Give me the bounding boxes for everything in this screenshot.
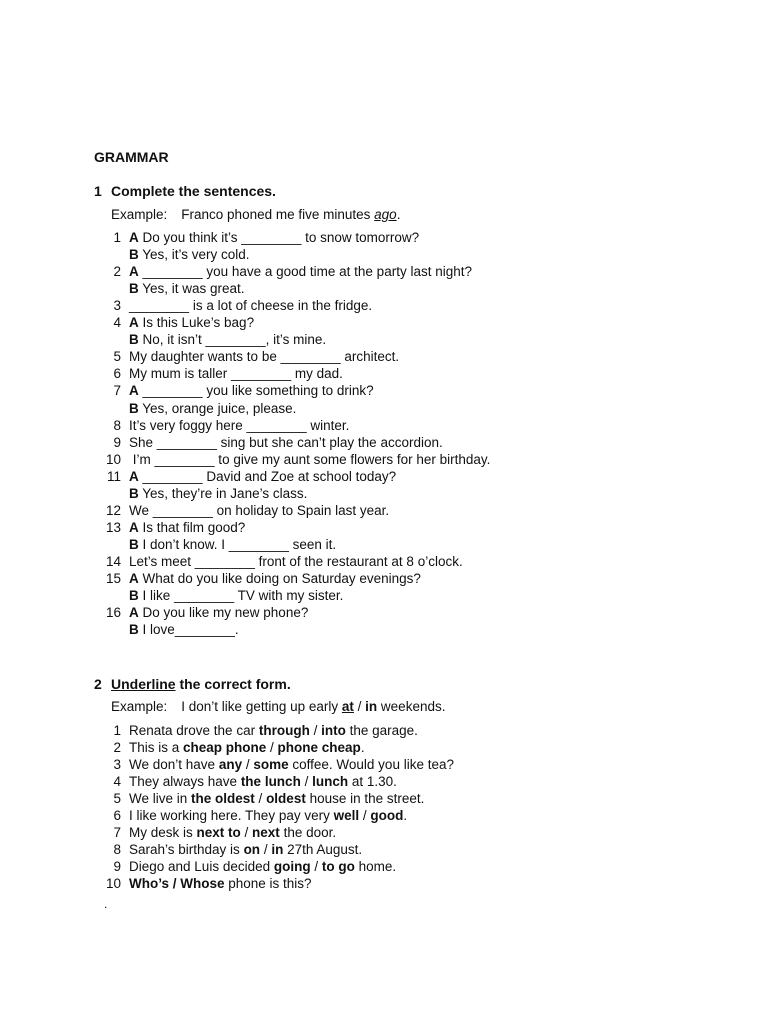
exercise-line [129,280,245,297]
section-number: 2 [94,676,102,692]
example-end: . [396,207,401,222]
bold-text: A [129,230,139,245]
text: Yes, they’re in Jane’s class. [138,485,308,501]
exercise-line [101,365,343,382]
bold-text: A [129,315,139,331]
item-number: 7 [113,383,121,399]
exercise-line [101,417,349,434]
exercise-line [101,229,419,246]
text: What do you like doing on Saturday evenings? [138,571,421,586]
item-number: 3 [113,298,121,314]
text: / [254,791,267,806]
text: Is this Luke’s bag? [138,315,255,331]
exercise-line [101,502,389,519]
section-1-example [111,207,400,222]
item-number: 10 [105,451,121,467]
item-number: 6 [113,808,121,823]
bold-text: going [273,859,311,874]
text: / [300,774,313,789]
exercise-line [129,331,326,348]
bold-text: good [370,808,404,823]
item-number: 9 [113,434,121,450]
text: Yes, it’s very cold. [138,247,250,263]
exercise-line [101,824,336,841]
exercise-line [101,790,424,807]
item-number: 3 [113,757,121,772]
exercise-line [101,297,372,314]
bold-text: B [129,536,139,552]
bold-text: A [129,468,139,484]
text: Renata drove the car [129,723,259,738]
text: home. [354,859,397,874]
bold-text: the oldest [191,791,255,806]
item-number: 4 [113,774,121,789]
text: This is a [129,740,184,755]
text: I like working here. They pay very [129,808,334,823]
text: the garage. [345,723,418,738]
item-number: 16 [105,605,121,621]
bold-text: through [258,723,310,738]
item-number: 8 [113,842,121,857]
exercise-line [129,246,250,263]
text: 27th August. [283,842,363,857]
section-2-example [111,699,445,714]
page-heading: GRAMMAR [94,149,169,165]
text: I don’t know. I ________ seen it. [138,536,337,552]
item-number: 6 [113,366,121,382]
text: . [403,808,408,823]
text: weekends. [377,699,446,714]
bold-text: B [129,622,139,638]
text: My mum is taller ________ my dad. [129,366,343,382]
text: phone is this? [224,876,312,891]
bold-text: B [129,281,139,297]
item-number: 7 [113,825,121,840]
exercise-line [101,314,254,331]
text: Yes, orange juice, please. [138,400,297,416]
bold-text: B [129,588,139,604]
item-number: 8 [113,417,121,433]
text: Let’s meet ________ front of the restaurant at 8 o’clock. [129,553,463,569]
bold-text: next to [196,825,241,840]
item-number: 14 [105,553,121,569]
section-title-text: Complete the sentences. [111,183,276,199]
text: / [310,859,322,874]
exercise-line [101,773,397,790]
bold-text: A [129,605,139,621]
text: I’m ________ to give my aunt some flowers for her birthday. [129,451,491,467]
bold-text: oldest [266,791,306,806]
exercise-line [129,485,307,502]
bold-text: on [243,842,261,857]
item-number: 5 [113,349,121,365]
bold-text: any [218,757,243,772]
text: We live in [129,791,192,806]
bold-text: Who’s / Whose [129,876,225,891]
exercise-line [101,519,245,536]
text: the door. [279,825,337,840]
section-number: 1 [94,183,102,199]
text: . [360,740,365,755]
bold-text: to go [321,859,355,874]
text: No, it isn’t ________, it’s mine. [138,332,327,348]
text: ________ is a lot of cheese in the fridge. [129,298,373,314]
exercise-line [101,858,396,875]
item-number: 1 [113,723,121,738]
exercise-line [101,451,490,468]
bold-text: B [129,332,139,348]
bold-text: B [129,400,139,416]
exercise-line [129,400,296,417]
bold-text: next [252,825,280,840]
item-number: 13 [105,519,121,535]
text: / [266,740,278,755]
exercise-line [101,382,374,399]
exercise-line [129,536,336,553]
text: house in the street. [305,791,425,806]
text: Yes, it was great. [138,281,245,297]
exercise-line [101,841,362,858]
item-number: 10 [105,876,121,891]
text: Do you like my new phone? [138,605,309,621]
bold-text: in [271,842,284,857]
item-number: 9 [113,859,121,874]
example-text [181,699,445,714]
text: / [309,723,322,738]
item-number: 15 [105,571,121,586]
example-answer: ago [374,207,397,222]
exercise-line [101,739,365,756]
example-label: Example: [111,699,168,714]
exercise-line [101,807,407,824]
text: My desk is [129,825,197,840]
exercise-line [129,587,343,604]
text: ________ David and Zoe at school today? [138,468,397,484]
text: I don’t like getting up early [181,699,342,714]
exercise-line [129,621,239,638]
text: / [359,808,371,823]
text: Diego and Luis decided [129,859,274,874]
example-text: Franco phoned me five minutes [181,207,371,222]
bold-text: some [253,757,289,772]
exercise-line [101,722,418,739]
text: ________ you like something to drink? [138,383,374,399]
text: Do you think it’s ________ to snow tomorrow? [138,230,420,245]
bold-text: phone cheap [277,740,361,755]
bold-text: A [129,383,139,399]
text: We don’t have [129,757,219,772]
section-1-title [94,183,276,199]
bold-text: B [129,247,139,263]
item-number: 1 [113,230,121,245]
exercise-line [101,468,396,485]
bold-text: B [129,485,139,501]
text: ________ you have a good time at the party last night? [138,264,472,280]
section-2-title [94,676,291,692]
item-number: 12 [105,502,121,518]
bold-text: A [129,519,139,535]
bold-text: lunch [312,774,349,789]
text: coffee. Would you like tea? [288,757,454,772]
item-number: 2 [113,740,121,755]
item-number: 11 [106,468,121,484]
item-number: 4 [113,315,121,331]
text: / [353,699,366,714]
item-number: 2 [113,264,121,280]
text: She ________ sing but she can’t play the accordion. [129,434,443,450]
section-title-text: the correct form. [175,676,291,692]
text: at 1.30. [348,774,397,789]
bold-text: A [129,571,139,586]
exercise-line [101,553,463,570]
underlined-answer: at [341,699,354,714]
item-number: 5 [113,791,121,806]
example-label: Example: [111,207,168,222]
text: We ________ on holiday to Spain last year. [129,502,390,518]
text: They always have [129,774,241,789]
text: I like ________ TV with my sister. [138,588,344,604]
text: I love________. [138,622,239,638]
bold-text: into [321,723,346,738]
text: / [240,825,253,840]
section-title-underline: Underline [111,676,176,692]
bold-text: the lunch [240,774,301,789]
exercise-line [101,263,472,280]
trailing-mark: . [104,897,108,911]
exercise-line [101,348,399,365]
exercise-line [101,434,443,451]
exercise-line [101,604,308,621]
exercise-line [101,756,454,773]
text: Is that film good? [138,519,246,535]
bold-text: well [333,808,360,823]
exercise-line [101,875,312,892]
bold-text: cheap phone [183,740,267,755]
text: My daughter wants to be ________ architect. [129,349,400,365]
text: / [260,842,272,857]
text: Sarah’s birthday is [129,842,244,857]
bold-text: in [365,699,378,714]
bold-text: A [129,264,139,280]
text: It’s very foggy here ________ winter. [129,417,350,433]
exercise-line [101,570,421,587]
text: / [242,757,254,772]
